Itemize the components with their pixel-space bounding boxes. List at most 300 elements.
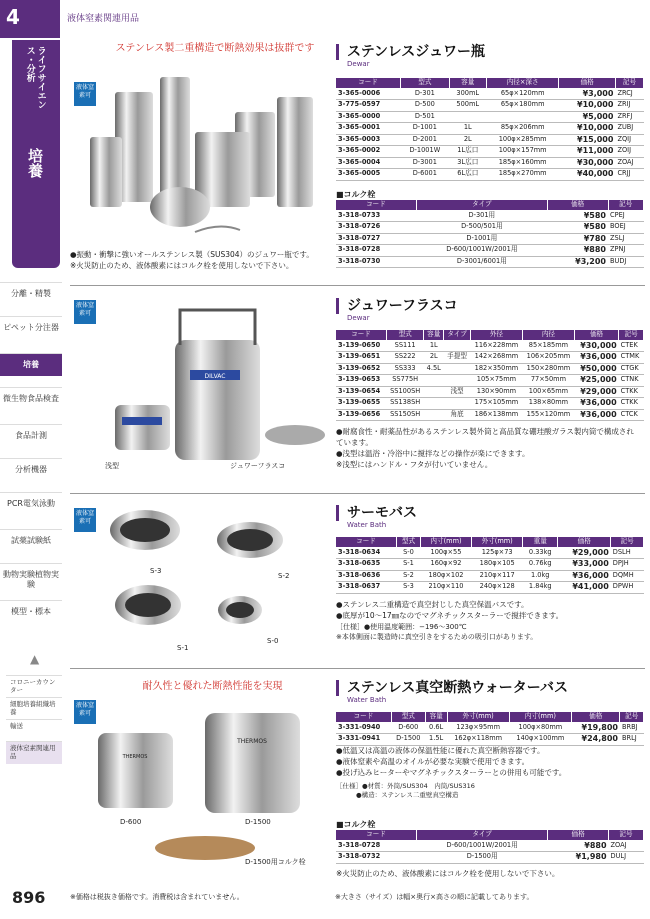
- table-cell: 1.0kg: [523, 570, 558, 582]
- table-cell: 175×105mm: [470, 398, 522, 410]
- table-cell: D-2001: [401, 134, 450, 146]
- table-row: [336, 386, 644, 398]
- sec4-cork-table: [336, 830, 644, 864]
- shallow-label: [122, 417, 162, 425]
- column-header: 記号: [620, 712, 644, 722]
- label-cork: D-1500用コルク栓: [245, 858, 306, 866]
- sidebar-item[interactable]: 微生物食品検査: [0, 387, 62, 410]
- label-s0: S-0: [267, 637, 279, 645]
- column-header: 容量: [425, 712, 447, 722]
- bath-s0-inner: [226, 602, 254, 618]
- table-row: [336, 111, 644, 123]
- table-cell: 210φ×110: [420, 582, 471, 594]
- sec4-note-1: ●低温又は高温の液体の保温性能に優れた真空断熱容器です。: [336, 746, 545, 755]
- sidebar-category-header: [12, 40, 60, 268]
- table-cell: ¥40,000: [559, 169, 616, 181]
- sec2-note-3: ※浅型にはハンドル・フタが付いていません。: [336, 459, 493, 469]
- column-header: 内径×深さ: [486, 78, 559, 88]
- column-header: 価格: [548, 830, 609, 840]
- table-cell: ¥36,000: [574, 352, 618, 364]
- table-cell: ¥580: [547, 222, 608, 234]
- column-header: 内寸(mm): [420, 537, 471, 547]
- sec2-table: [336, 330, 644, 421]
- shallow-caption: 浅型: [105, 462, 119, 470]
- sidebar-item[interactable]: ピペット分注器: [0, 316, 62, 339]
- table-cell: 125φ×73: [472, 547, 523, 559]
- table-cell: 138×80mm: [522, 398, 574, 410]
- column-header: 型式: [401, 78, 450, 88]
- table-cell: 3-318-0635: [336, 559, 397, 571]
- table-cell: 0.33kg: [523, 547, 558, 559]
- table-cell: D-501: [401, 111, 450, 123]
- liquid-nitrogen-badge: 液体窒素可: [74, 700, 96, 724]
- table-cell: 角底: [444, 409, 471, 421]
- page-number: 896: [12, 888, 46, 907]
- table-cell: 2L: [449, 134, 486, 146]
- table-cell: 3-139-0650: [336, 340, 387, 352]
- sec4-note-4: ［仕様］●材質：外筒/SUS304 内筒/SUS316: [336, 781, 475, 790]
- table-cell: D-1500: [391, 734, 425, 746]
- table-cell: 3-318-0733: [336, 210, 416, 222]
- dewar-bottles-image: [85, 72, 325, 242]
- table-row: [336, 363, 644, 375]
- table-cell: 3-365-0004: [336, 157, 401, 169]
- table-cell: 手提型: [444, 352, 471, 364]
- column-header: 外寸(mm): [447, 712, 509, 722]
- table-cell: SS100SH: [387, 386, 424, 398]
- table-cell: ¥15,000: [559, 134, 616, 146]
- column-header: 型式: [391, 712, 425, 722]
- table-cell: ZRIJ: [615, 100, 643, 112]
- table-row: [336, 559, 644, 571]
- table-cell: 3-318-0637: [336, 582, 397, 594]
- table-cell: S-1: [397, 559, 421, 571]
- table-cell: ¥30,000: [559, 157, 616, 169]
- column-header: コード: [336, 330, 387, 340]
- table-row: [336, 210, 644, 222]
- table-cell: ¥41,000: [558, 582, 611, 594]
- table-cell: 3-365-0003: [336, 134, 401, 146]
- table-cell: SS222: [387, 352, 424, 364]
- up-arrow-icon[interactable]: ▲: [30, 652, 40, 666]
- sec3-table: [336, 537, 644, 594]
- table-cell: 1L: [424, 340, 444, 352]
- table-cell: 210φ×117: [472, 570, 523, 582]
- sec4-headline: 耐久性と優れた断熱性能を実現: [142, 681, 283, 692]
- table-cell: ZQIJ: [615, 134, 643, 146]
- sec4-title: ステンレス真空断熱ウォーターバス: [336, 680, 568, 696]
- table-cell: 3-365-0001: [336, 123, 401, 135]
- category-label: ライフサイエンス・分析: [24, 46, 46, 109]
- table-row: [336, 722, 644, 734]
- breadcrumb: 液体窒素関連用品: [67, 14, 140, 24]
- table-cell: 3-139-0653: [336, 375, 387, 387]
- table-cell: 1L: [449, 123, 486, 135]
- table-cell: ¥3,200: [547, 256, 608, 268]
- table-cell: ZOIJ: [615, 146, 643, 158]
- table-cell: ¥25,000: [574, 375, 618, 387]
- sec3-note-4: ※本体側面に製造時に真空引きをするための吸引口があります。: [336, 632, 538, 641]
- column-header: 価格: [558, 537, 611, 547]
- table-cell: ¥1,980: [548, 852, 609, 864]
- table-row: [336, 134, 644, 146]
- table-cell: 186×138mm: [470, 409, 522, 421]
- table-header: [336, 537, 644, 547]
- divider: [70, 285, 645, 286]
- bottle-7: [150, 187, 210, 227]
- table-cell: D-301用: [416, 210, 547, 222]
- table-cell: 3-365-0005: [336, 169, 401, 181]
- table-cell: [444, 340, 471, 352]
- table-cell: 3L広口: [449, 157, 486, 169]
- table-row: [336, 169, 644, 181]
- table-cell: 130×90mm: [470, 386, 522, 398]
- table-cell: CTCK: [619, 409, 644, 421]
- sec1-notes: [70, 250, 340, 272]
- table-cell: D-600: [391, 722, 425, 734]
- column-header: コード: [336, 200, 416, 210]
- column-header: 重量: [523, 537, 558, 547]
- table-cell: BRLJ: [620, 734, 644, 746]
- bath-s1-inner: [125, 593, 171, 617]
- table-cell: 85φ×206mm: [486, 123, 559, 135]
- table-cell: DQMH: [611, 570, 644, 582]
- shallow-flask: [115, 405, 170, 450]
- table-cell: ¥880: [547, 245, 608, 257]
- table-cell: CTKK: [619, 398, 644, 410]
- column-header: 価格: [572, 712, 620, 722]
- bath-s3-inner: [120, 518, 170, 542]
- sec1-cork-table: [336, 200, 644, 268]
- sidebar-item[interactable]: 分析機器: [0, 458, 62, 481]
- table-cell: [444, 363, 471, 375]
- footer-note-2: ※大きさ（サイズ）は幅×奥行×高さの順に記載してあります。: [335, 893, 534, 901]
- table-cell: DPWH: [611, 582, 644, 594]
- column-header: タイプ: [416, 200, 547, 210]
- table-row: [336, 582, 644, 594]
- sidebar-subitem[interactable]: 輸送: [6, 719, 62, 734]
- table-cell: D-1001W: [401, 146, 450, 158]
- table-cell: 3-318-0730: [336, 256, 416, 268]
- table-cell: 3-139-0655: [336, 398, 387, 410]
- table-cell: 0.6L: [425, 722, 447, 734]
- table-cell: 1L広口: [449, 146, 486, 158]
- table-row: [336, 146, 644, 158]
- table-cell: ZRCJ: [615, 88, 643, 100]
- table-row: [336, 123, 644, 135]
- divider: [70, 668, 645, 669]
- table-cell: [449, 111, 486, 123]
- table-cell: 106×205mm: [522, 352, 574, 364]
- table-cell: 3-318-0634: [336, 547, 397, 559]
- table-cell: DPJH: [611, 559, 644, 571]
- column-header: 価格: [574, 330, 618, 340]
- sec1-cork-title: ■コルク栓: [336, 190, 376, 199]
- table-cell: CTEK: [619, 340, 644, 352]
- table-cell: 85×185mm: [522, 340, 574, 352]
- table-cell: 1.84kg: [523, 582, 558, 594]
- sec4-table: [336, 712, 644, 746]
- chapter-number: 4: [6, 5, 20, 29]
- table-cell: CTMK: [619, 352, 644, 364]
- table-cell: D-6001: [401, 169, 450, 181]
- table-cell: 116×228mm: [470, 340, 522, 352]
- table-cell: DSLH: [611, 547, 644, 559]
- sec2-title-block: [336, 298, 458, 322]
- table-cell: 3-331-0940: [336, 722, 391, 734]
- divider: [70, 493, 645, 494]
- table-cell: ¥19,800: [572, 722, 620, 734]
- sec4-subtitle: Water Bath: [347, 696, 387, 704]
- sec1-table: [336, 78, 644, 181]
- table-row: [336, 852, 644, 864]
- column-header: 記号: [619, 330, 644, 340]
- table-cell: ¥3,000: [559, 88, 616, 100]
- table-cell: [424, 375, 444, 387]
- table-cell: 3-365-0000: [336, 111, 401, 123]
- table-cell: 3-318-0726: [336, 222, 416, 234]
- table-cell: ¥33,000: [558, 559, 611, 571]
- table-cell: [424, 409, 444, 421]
- table-cell: 240φ×128: [472, 582, 523, 594]
- table-cell: [444, 375, 471, 387]
- table-cell: ¥30,000: [574, 340, 618, 352]
- table-cell: ¥11,000: [559, 146, 616, 158]
- table-header: [336, 330, 644, 340]
- table-row: [336, 222, 644, 234]
- table-cell: 3-318-0732: [336, 852, 417, 864]
- sidebar-item[interactable]: 模型・標本: [0, 600, 62, 623]
- sec3-note-2: ●底厚が10〜17㎜なのでマグネチックスターラーで撹拌できます。: [336, 610, 564, 620]
- sec2-note-1: ●耐腐食性・耐薬品性があるステンレス製外筒と高品質な硼珪酸ガラス製内筒で構成されています。: [336, 427, 634, 447]
- table-cell: SS111: [387, 340, 424, 352]
- table-cell: ¥5,000: [559, 111, 616, 123]
- sec1-title-block: [336, 44, 485, 68]
- sidebar-item[interactable]: 動物実験植物実験: [0, 563, 62, 595]
- sidebar-item[interactable]: 分離・精製: [0, 282, 62, 305]
- table-cell: 3-775-0597: [336, 100, 401, 112]
- table-header: [336, 78, 644, 88]
- table-cell: ¥780: [547, 233, 608, 245]
- bottle-5: [90, 137, 122, 207]
- sec2-notes: [336, 427, 641, 471]
- table-cell: D-1001用: [416, 233, 547, 245]
- table-cell: S-3: [397, 582, 421, 594]
- sec3-title: サーモバス: [336, 505, 417, 521]
- table-cell: 100φ×157mm: [486, 146, 559, 158]
- table-cell: BRBJ: [620, 722, 644, 734]
- column-header: 容量: [449, 78, 486, 88]
- table-cell: 500mL: [449, 100, 486, 112]
- table-cell: D-3001: [401, 157, 450, 169]
- bottle-4: [277, 97, 313, 207]
- sec4-title-block: [336, 680, 568, 704]
- table-cell: CRJJ: [615, 169, 643, 181]
- sec3-title-block: [336, 505, 417, 529]
- label-d1500: D-1500: [245, 818, 271, 826]
- table-cell: 77×50mm: [522, 375, 574, 387]
- dewar-flask-image: [100, 305, 330, 470]
- table-cell: 123φ×95mm: [447, 722, 509, 734]
- table-cell: ¥29,000: [574, 386, 618, 398]
- sidebar-subitem[interactable]: 液体窒素関連用品: [6, 741, 62, 764]
- table-cell: ZUBJ: [615, 123, 643, 135]
- table-cell: 100φ×80mm: [509, 722, 571, 734]
- table-row: [336, 570, 644, 582]
- cork-stopper: [155, 836, 255, 860]
- column-header: 記号: [608, 200, 644, 210]
- table-row: [336, 233, 644, 245]
- table-row: [336, 100, 644, 112]
- label-s2: S-2: [278, 572, 290, 580]
- table-cell: CPEJ: [608, 210, 644, 222]
- sec3-subtitle: Water Bath: [347, 521, 387, 529]
- table-cell: ¥29,000: [558, 547, 611, 559]
- table-row: [336, 840, 644, 852]
- table-header: [336, 200, 644, 210]
- chapter-tab: [0, 0, 60, 38]
- flask-handle: [180, 310, 255, 345]
- column-header: 内寸(mm): [509, 712, 571, 722]
- sec2-subtitle: Dewar: [347, 314, 370, 322]
- sec1-headline: ステンレス製二重構造で断熱効果は抜群です: [115, 43, 315, 54]
- sidebar-subitem[interactable]: 細胞培養組織培養: [6, 697, 62, 720]
- table-header: [336, 830, 644, 840]
- table-row: [336, 245, 644, 257]
- table-cell: CTGK: [619, 363, 644, 375]
- table-cell: DULJ: [609, 852, 644, 864]
- table-cell: 3-318-0636: [336, 570, 397, 582]
- table-cell: D-600/1001W/2001用: [417, 840, 548, 852]
- table-cell: 3-365-0002: [336, 146, 401, 158]
- table-cell: ¥24,800: [572, 734, 620, 746]
- table-cell: 0.76kg: [523, 559, 558, 571]
- column-header: 内径: [522, 330, 574, 340]
- sidebar-item[interactable]: 培養: [0, 353, 62, 376]
- table-cell: 2L: [424, 352, 444, 364]
- label-s1: S-1: [177, 644, 189, 652]
- table-cell: ¥36,000: [574, 409, 618, 421]
- table-cell: ¥36,000: [558, 570, 611, 582]
- sec2-note-2: ●浅型は温浴・冷浴中に撹拌などの操作が楽にできます。: [336, 448, 530, 458]
- handle: [195, 226, 240, 232]
- table-cell: SS138SH: [387, 398, 424, 410]
- table-cell: D-500: [401, 100, 450, 112]
- table-cell: ZSLJ: [608, 233, 644, 245]
- column-header: タイプ: [417, 830, 548, 840]
- column-header: コード: [336, 537, 397, 547]
- column-header: 外径: [470, 330, 522, 340]
- sec1-subtitle: Dewar: [347, 60, 370, 68]
- table-cell: ZOAJ: [615, 157, 643, 169]
- sec3-note-1: ●ステンレス二重構造で真空封じした真空保温バスです。: [336, 600, 529, 609]
- footer-note-1: ※価格は税抜き価格です。消費税は含まれていません。: [70, 893, 244, 901]
- table-cell: 65φ×120mm: [486, 88, 559, 100]
- table-cell: BUDJ: [608, 256, 644, 268]
- table-cell: 142×268mm: [470, 352, 522, 364]
- column-header: 記号: [615, 78, 643, 88]
- table-cell: CTNK: [619, 375, 644, 387]
- table-cell: SS150SH: [387, 409, 424, 421]
- sidebar-item[interactable]: PCR電気泳動: [0, 492, 62, 515]
- table-cell: 100φ×55: [420, 547, 471, 559]
- table-cell: 4.5L: [424, 363, 444, 375]
- table-cell: 160φ×92: [420, 559, 471, 571]
- table-row: [336, 340, 644, 352]
- sidebar-subitem[interactable]: コロニーカウンター: [6, 675, 62, 698]
- column-header: 価格: [547, 200, 608, 210]
- flask-lid: [265, 425, 325, 445]
- table-cell: 100φ×285mm: [486, 134, 559, 146]
- table-cell: 3-318-0728: [336, 245, 416, 257]
- column-header: 記号: [609, 830, 644, 840]
- brand-d600: THERMOS: [122, 754, 148, 760]
- table-cell: 100×65mm: [522, 386, 574, 398]
- subcategory-label: 培養: [26, 148, 44, 178]
- sec4-note-5: ●構造：ステンレス二重壁真空構造: [356, 791, 459, 800]
- table-cell: [424, 386, 444, 398]
- table-cell: ZPNJ: [608, 245, 644, 257]
- flask-brand: DILVAC: [204, 373, 226, 380]
- bath-s2-inner: [227, 529, 273, 551]
- column-header: 記号: [611, 537, 644, 547]
- table-cell: 155×120mm: [522, 409, 574, 421]
- table-row: [336, 157, 644, 169]
- table-row: [336, 375, 644, 387]
- sidebar-item[interactable]: 食品計測: [0, 424, 62, 447]
- water-bath-image: [90, 708, 330, 868]
- table-cell: D-3001/6001用: [416, 256, 547, 268]
- column-header: 型式: [387, 330, 424, 340]
- sec1-note-1: ●振動・衝撃に強いオールステンレス製（SUS304）のジュワー瓶です。: [70, 250, 314, 259]
- table-cell: 185φ×160mm: [486, 157, 559, 169]
- brand-d1500: THERMOS: [237, 738, 267, 745]
- table-cell: 65φ×180mm: [486, 100, 559, 112]
- column-header: タイプ: [444, 330, 471, 340]
- table-cell: 150×280mm: [522, 363, 574, 375]
- sec4-cork-title: ■コルク栓: [336, 820, 376, 829]
- bottle-2: [160, 77, 190, 202]
- table-cell: ¥880: [548, 840, 609, 852]
- sidebar-item[interactable]: 試薬試験紙: [0, 529, 62, 552]
- table-cell: CTKK: [619, 386, 644, 398]
- table-cell: 185φ×270mm: [486, 169, 559, 181]
- column-header: 容量: [424, 330, 444, 340]
- column-header: コード: [336, 78, 401, 88]
- column-header: 外寸(mm): [472, 537, 523, 547]
- table-cell: 3-139-0654: [336, 386, 387, 398]
- table-row: [336, 409, 644, 421]
- table-cell: D-600/1001W/2001用: [416, 245, 547, 257]
- sec4-note-2: ●液体窒素や高温のオイルが必要な実験で使用できます。: [336, 756, 530, 766]
- table-cell: D-1500用: [417, 852, 548, 864]
- table-row: [336, 547, 644, 559]
- bath-d1500: [205, 713, 300, 813]
- sec3-notes: [336, 600, 641, 642]
- table-cell: [424, 398, 444, 410]
- table-cell: 105×75mm: [470, 375, 522, 387]
- table-cell: 3-318-0727: [336, 233, 416, 245]
- table-cell: ZOAJ: [609, 840, 644, 852]
- sec4-cork-note: ※火災防止のため、液体酸素にはコルク栓を使用しないで下さい。: [336, 869, 560, 878]
- sec2-title: ジュワーフラスコ: [336, 298, 458, 314]
- table-cell: 浅型: [444, 386, 471, 398]
- liquid-nitrogen-badge: 液体窒素可: [74, 300, 96, 324]
- sec3-note-3: ［仕様］●使用温度範囲：−196〜300℃: [336, 622, 467, 631]
- flask-body: [175, 340, 260, 460]
- table-cell: 1.5L: [425, 734, 447, 746]
- table-cell: D-301: [401, 88, 450, 100]
